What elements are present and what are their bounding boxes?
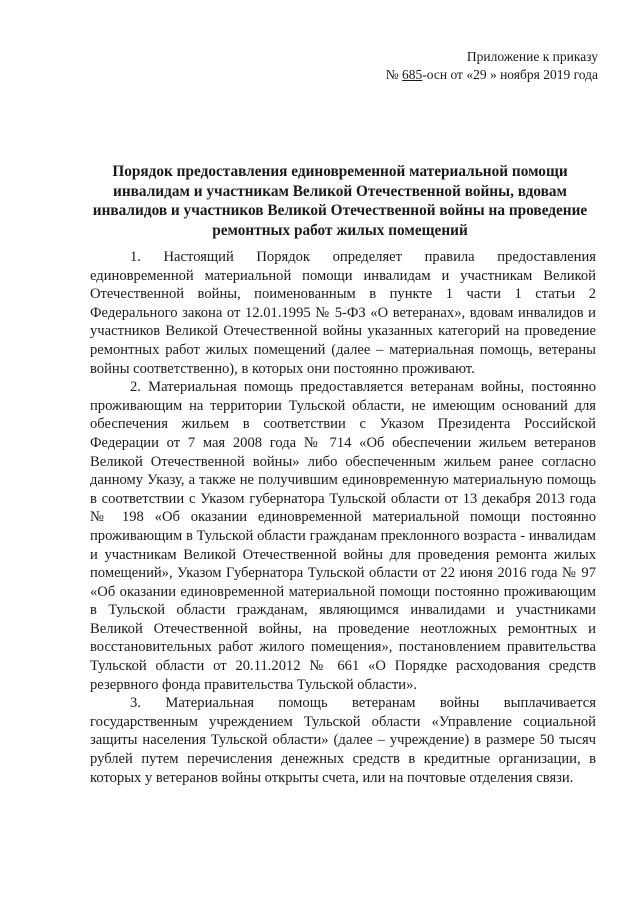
order-number-line (386, 66, 598, 84)
title-line-1: Порядок предоставления единовременной материальной помощи (112, 163, 568, 180)
title-line-4: ремонтных работ жилых помещений (212, 221, 468, 239)
order-number-prefix: № (385, 67, 403, 82)
title-line-3: инвалидов и участников Великой Отечественной войны на проведение (92, 202, 588, 219)
order-header (386, 48, 598, 84)
order-number: 685 (402, 67, 423, 82)
paragraph-2: 2. Материальная помощь предоставляется ветеранам войны, постоянно проживающим на территории Тульской области, не имеющим оснований для обеспечения жильем в соответствии с Указом Президента Российской Федерации от 7 мая 2008 года № 714 «Об обеспечении жильем ветеранов Великой Отечественной войны» либо обеспеченным жильем ранее согласно данному Указу, а также не получившим единовременную материальную помощь в соответствии с Указом губернатора Тульской области от 13 декабря 2013 года № 198 «Об оказании единовременной материальной помощи постоянно проживающим в Тульской области гражданам преклонного возраста - инвалидам и участникам Великой Отечественной войны для проведения ремонта жилых помещений», Указом Губернатора Тульской области от 22 июня 2016 года № 97 «Об оказании единовременной материальной помощи постоянно проживающим в Тульской области гражданам, являющимся инвалидами и участниками Великой Отечественной войны, на проведение неотложных ремонтных и восстановительных работ жилого помещения», постановлением правительства Тульской области от 20.11.2012 № 661 «О Порядке расходования средств резервного фонда правительства Тульской области». (90, 379, 596, 693)
paragraph-3: 3. Материальная помощь ветеранам войны выплачивается государственным учреждением Тульской области «Управление социальной защиты населения Тульской области» (далее – учреждение) в размере 50 тысяч рублей путем перечисления денежных средств в кредитные организации, в которых у ветеранов войны открыты счета, или на почтовые отделения связи. (90, 695, 596, 786)
title-line-2: инвалидам и участникам Великой Отечественной войны, вдовам (113, 182, 567, 200)
paragraph-1: 1. Настоящий Порядок определяет правила предоставления единовременной материальной помощи инвалидам и участникам Великой Отечественной войны, поименованным в пункте 1 части 1 статьи 2 Федерального закона от 12.01.1995 № 5-ФЗ «О ветеранах», вдовам инвалидов и участников Великой Отечественной войны указанных категорий на проведение ремонтных работ жилых помещений (далее – материальная помощь, ветераны войны соответственно), в которых они постоянно проживают. (90, 249, 596, 377)
appendix-line: Приложение к приказу (466, 49, 598, 64)
document-title (90, 162, 590, 240)
order-date: -осн от «29 » ноября 2019 года (422, 67, 598, 82)
document-body (90, 248, 596, 787)
